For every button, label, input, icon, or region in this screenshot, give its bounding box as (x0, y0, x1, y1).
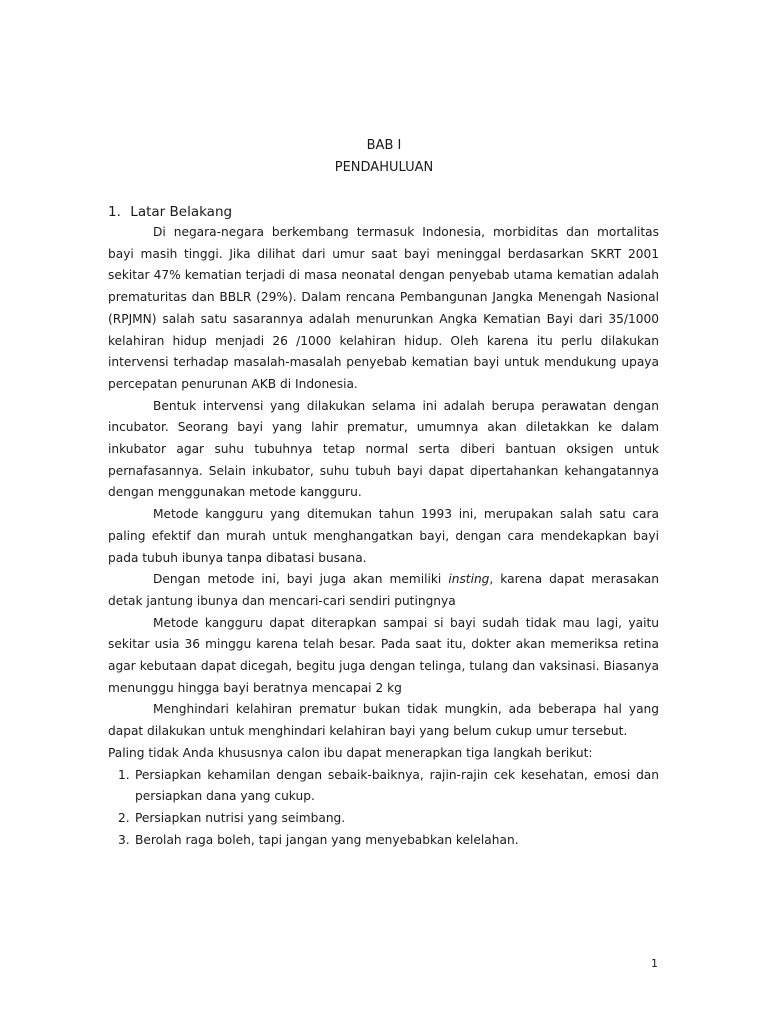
paragraph: Menghindari kelahiran prematur bukan tidak mungkin, ada beberapa hal yang dapat dilakukan untuk menghindari kelahiran bayi yang belum cukup umur tersebut. (108, 702, 659, 739)
list-item (108, 830, 659, 852)
chapter-label: BAB I (366, 138, 402, 153)
paragraph (108, 569, 659, 612)
section-heading (108, 202, 232, 222)
list-number: 2. (118, 810, 130, 825)
list-item (108, 765, 659, 808)
text-run: , karena dapat merasakan detak jantung ibunya dan mencari-cari sendiri putingnya (108, 572, 659, 608)
paragraph: Metode kangguru yang ditemukan tahun 1993 ini, merupakan salah satu cara paling efektif dan murah untuk menghangatkan bayi, dengan cara mendekapkan bayi pada tubuh ibunya tanpa dibatasi busana. (108, 507, 659, 565)
list-number: 1. (118, 767, 130, 782)
italic-term: insting (448, 572, 490, 587)
list-text: Persiapkan nutrisi yang seimbang. (135, 810, 346, 825)
list-number: 3. (118, 832, 130, 847)
text-run: Dengan metode ini, bayi juga akan memiliki (153, 572, 449, 587)
body-text (108, 222, 659, 851)
list-text: Persiapkan kehamilan dengan sebaik-baiknya, rajin-rajin cek kesehatan, emosi dan persiapkan dana yang cukup. (135, 767, 659, 804)
list-text: Berolah raga boleh, tapi jangan yang menyebabkan kelelahan. (135, 832, 519, 847)
section-number: 1. (108, 204, 121, 220)
list-item (108, 808, 659, 830)
steps-list (108, 765, 659, 852)
section-title: Latar Belakang (130, 204, 233, 220)
page-number: 1 (651, 957, 658, 970)
chapter-title: PENDAHULUAN (334, 160, 434, 175)
paragraph: Metode kangguru dapat diterapkan sampai si bayi sudah tidak mau lagi, yaitu sekitar usia 36 minggu karena telah besar. Pada saat itu, dokter akan memeriksa retina agar kebutaan dapat dicegah, begitu juga dengan telinga, tulang dan vaksinasi. Biasanya menunggu hingga bayi beratnya mencapai 2 kg (108, 615, 659, 695)
paragraph: Di negara-negara berkembang termasuk Indonesia, morbiditas dan mortalitas bayi masih tinggi. Jika dilihat dari umur saat bayi meninggal berdasarkan SKRT 2001 sekitar 47% kematian terjadi di masa neonatal dengan penyebab utama kematian adalah prematuritas dan BBLR (29%). Dalam rencana Pembangunan Jangka Menengah Nasional (RPJMN) salah satu sasarannya adalah menurunkan Angka Kematian Bayi dari 35/1000 kelahiran hidup menjadi 26 /1000 kelahiran hidup. Oleh karena itu perlu dilakukan intervensi terhadap masalah-masalah penyebab kematian bayi untuk mendukung upaya percepatan penurunan AKB di Indonesia. (108, 225, 659, 391)
list-intro: Paling tidak Anda khususnya calon ibu dapat menerapkan tiga langkah berikut: (108, 745, 593, 760)
paragraph: Bentuk intervensi yang dilakukan selama ini adalah berupa perawatan dengan incubator. Seorang bayi yang lahir prematur, umumnya akan diletakkan ke dalam inkubator agar suhu tubuhnya tetap normal serta diberi bantuan oksigen untuk pernafasannya. Selain inkubator, suhu tubuh bayi dapat dipertahankan kehangatannya dengan menggunakan metode kangguru. (108, 398, 659, 500)
